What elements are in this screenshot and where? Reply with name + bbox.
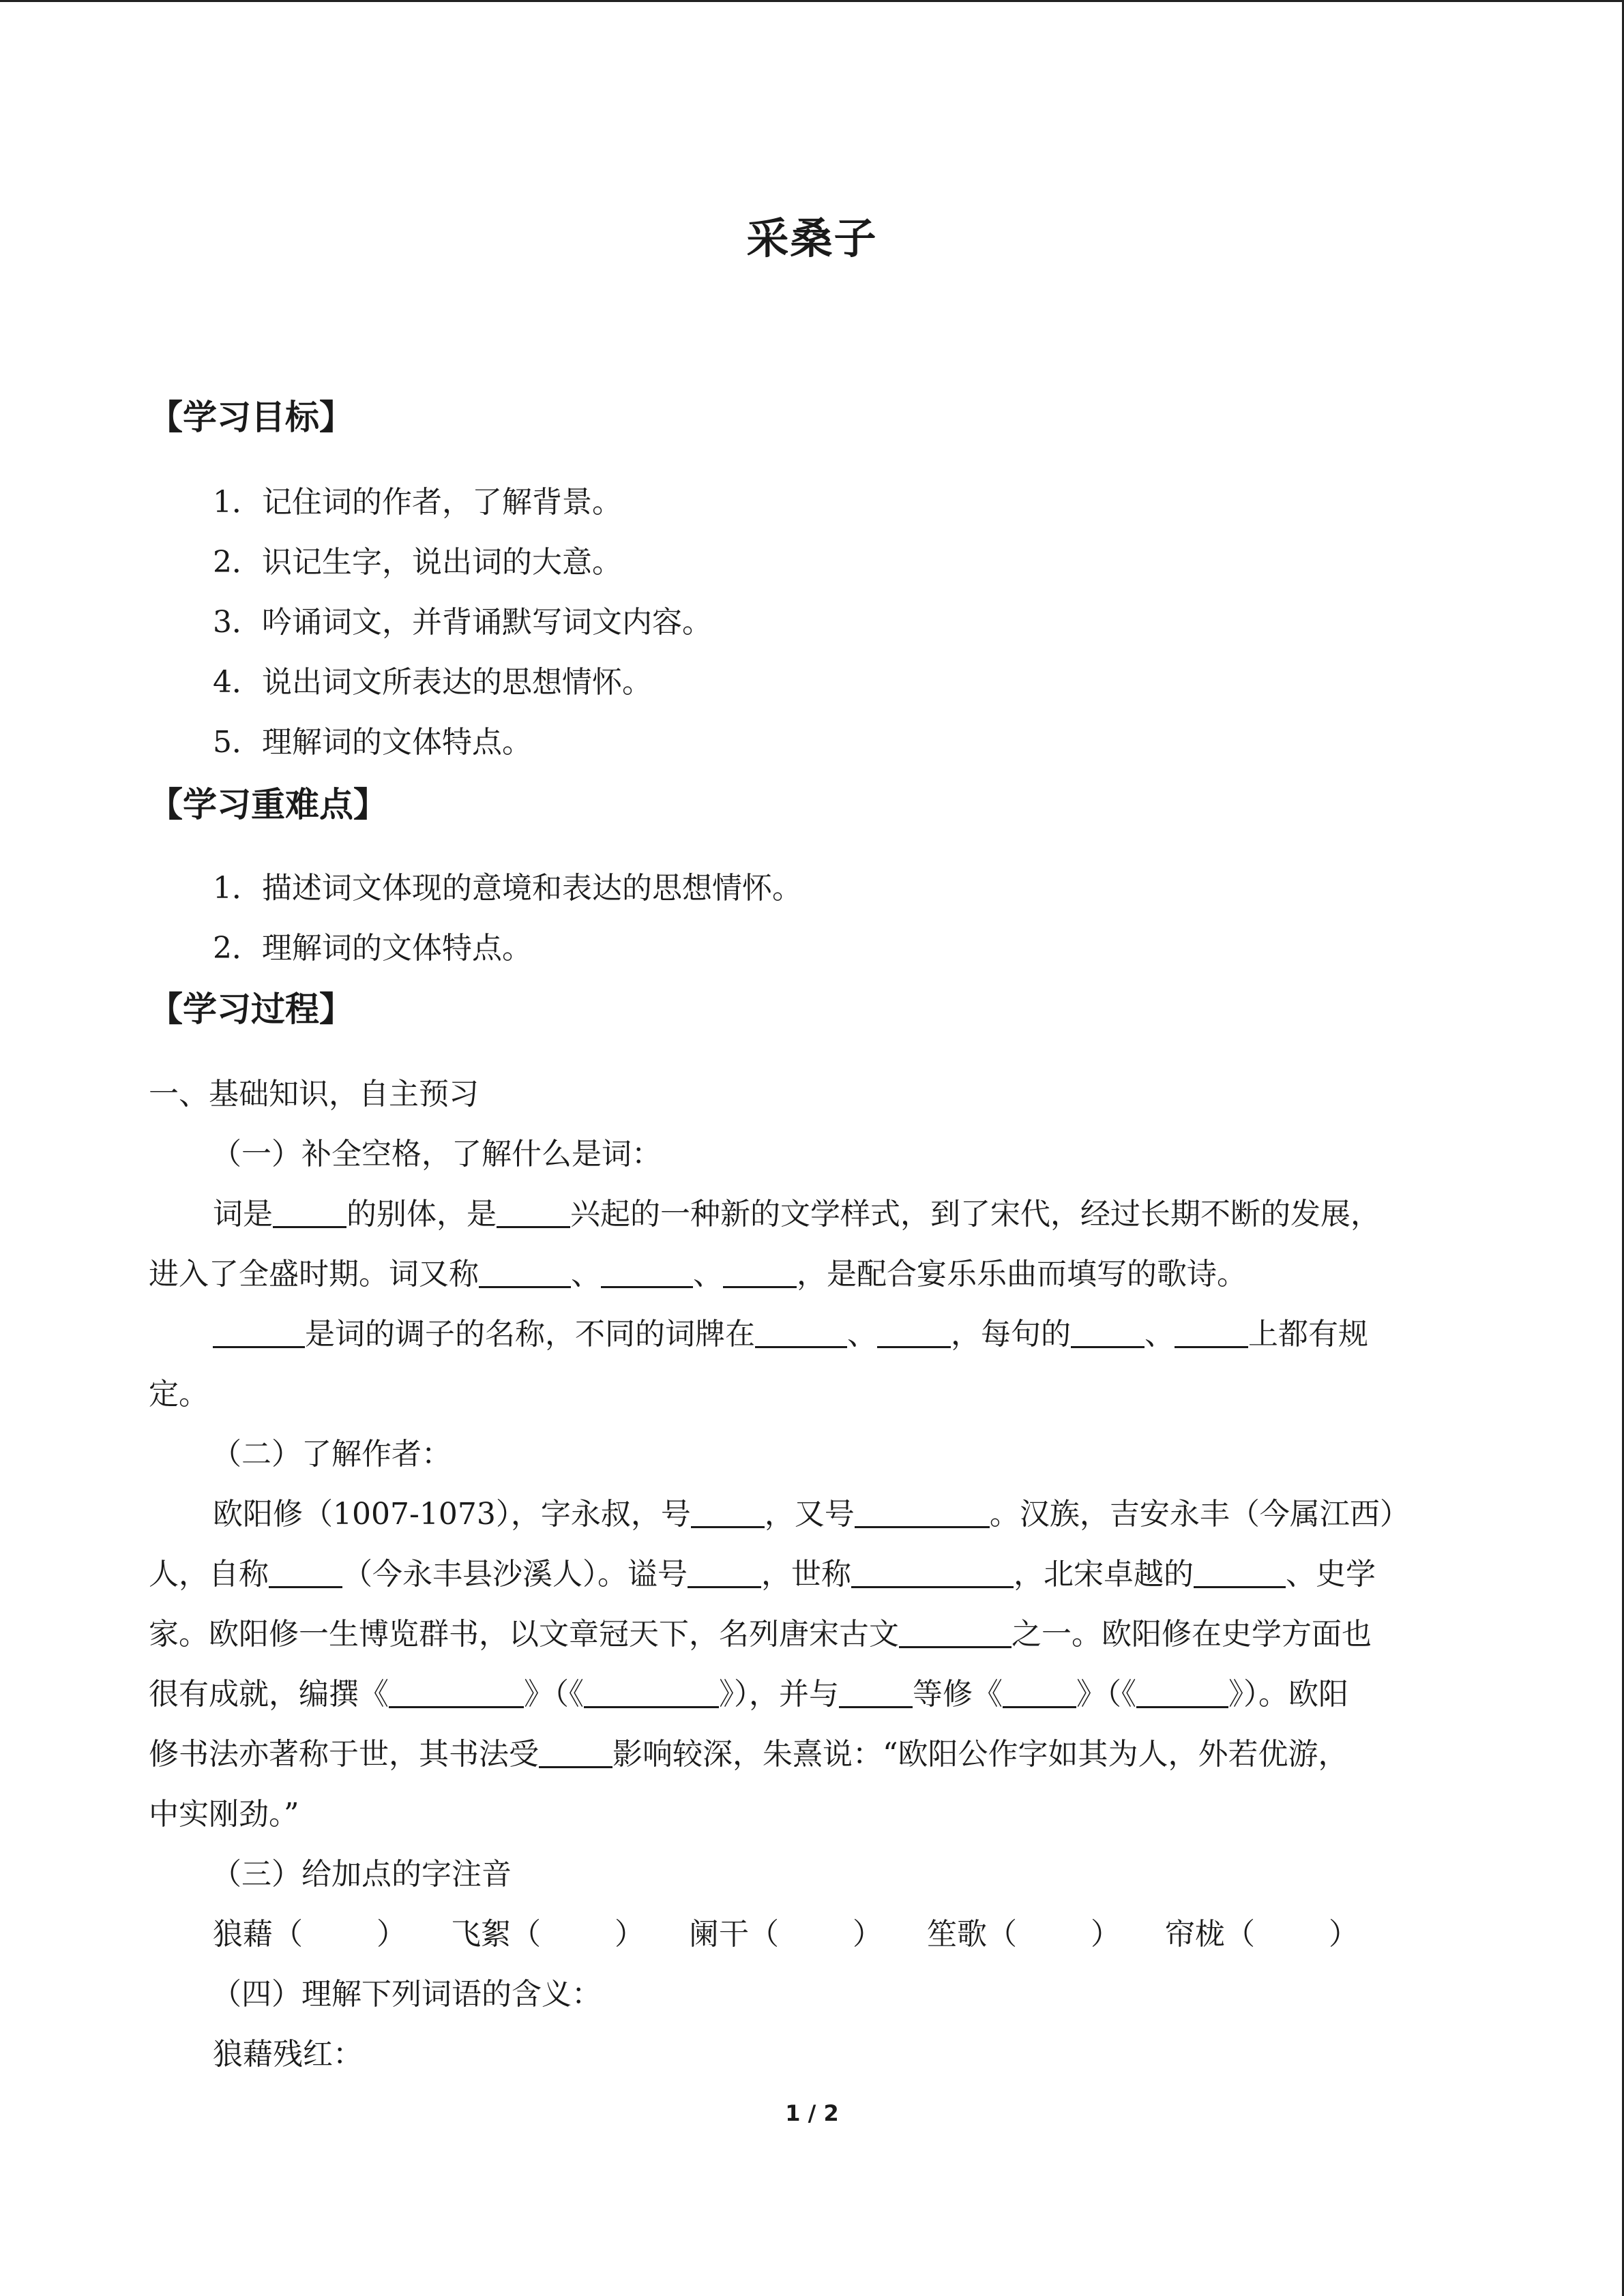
answer-blank[interactable] [839,1678,913,1708]
answer-blank[interactable] [899,1617,1012,1648]
page-number: 1 / 2 [785,2100,839,2126]
subsection-word-meaning: （四）理解下列词语的含义： [211,1977,602,2012]
section-basic-knowledge: 一、基础知识，自主预习 [149,1077,479,1112]
paragraph-cipai-line2: 定。 [149,1377,209,1412]
paragraph-ci-definition-line1: 词是 的别体，是 兴起的一种新的文学样式，到了宋代，经过长期不断的发展， [213,1197,1381,1232]
key-point-item: 1．描述词文体现的意境和表达的思想情怀。 [213,871,802,906]
pinyin-item: 帘栊（ ） [1165,1917,1359,1952]
answer-blank[interactable] [691,1497,765,1528]
answer-blank[interactable] [1194,1557,1286,1588]
paragraph-author-line3: 家。欧阳修一生博览群书，以文章冠天下，名列唐宋古文 之一。欧阳修在史学方面也 [149,1617,1372,1652]
goal-item: 4．说出词文所表达的思想情怀。 [213,665,652,700]
heading-key-points: 【学习重难点】 [149,785,387,824]
goal-item: 2．识记生字，说出词的大意。 [213,545,622,580]
goal-item: 5．理解词的文体特点。 [213,725,532,760]
pinyin-item: 飞絮（ ） [451,1917,645,1952]
paragraph-author-line4: 很有成就，编撰《 》（《 》），并与 等修《 》（《 》）。欧阳 [149,1677,1348,1712]
answer-blank[interactable] [1136,1678,1228,1708]
answer-blank[interactable] [851,1557,1014,1588]
paragraph-author-line1: 欧阳修（1007-1073），字永叔，号 ，又号 。汉族，吉安永丰（今属江西） [213,1497,1410,1532]
subsection-pinyin: （三）给加点的字注音 [211,1857,512,1892]
paragraph-ci-definition-line2: 进入了全盛时期。词又称 、 、 ，是配合宴乐乐曲而填写的歌诗。 [149,1257,1247,1292]
answer-blank[interactable] [479,1257,571,1288]
answer-blank[interactable] [213,1317,305,1348]
pinyin-item: 狼藉（ ） [213,1917,407,1952]
goal-item: 1．记住词的作者，了解背景。 [213,485,622,520]
paragraph-author-line6: 中实刚劲。” [149,1797,299,1832]
answer-blank[interactable] [877,1317,951,1348]
answer-blank[interactable] [1071,1317,1145,1348]
heading-goals: 【学习目标】 [149,398,353,437]
paragraph-author-line2: 人，自称 （今永丰县沙溪人）。谥号 ，世称 ，北宋卓越的 、史学 [149,1557,1376,1592]
paragraph-cipai-line1: 是词的调子的名称，不同的词牌在 、 ，每句的 、 上都有规 [213,1309,1479,1353]
answer-blank[interactable] [497,1197,570,1228]
paragraph-author-line5: 修书法亦著称于世，其书法受 影响较深，朱熹说：“欧阳公作字如其为人，外若优游， [149,1737,1348,1772]
answer-blank[interactable] [584,1678,719,1708]
answer-blank[interactable] [755,1317,847,1348]
answer-blank[interactable] [1175,1317,1248,1348]
answer-blank[interactable] [688,1557,761,1588]
answer-blank[interactable] [273,1197,346,1228]
answer-blank[interactable] [601,1257,693,1288]
answer-blank[interactable] [539,1738,612,1768]
term-item: 狼藉残红： [213,2037,363,2072]
pinyin-item: 阑干（ ） [689,1917,883,1952]
answer-blank[interactable] [389,1678,524,1708]
answer-blank[interactable] [1003,1678,1076,1708]
page-border-top [0,0,1624,2]
subsection-fill-blanks: （一）补全空格，了解什么是词： [211,1137,662,1172]
answer-blank[interactable] [269,1557,342,1588]
heading-process: 【学习过程】 [149,989,353,1029]
answer-blank[interactable] [723,1257,797,1288]
page-title: 采桑子 [746,213,878,263]
answer-blank[interactable] [855,1497,990,1528]
subsection-author: （二）了解作者： [211,1437,452,1472]
key-point-item: 2．理解词的文体特点。 [213,931,532,966]
pinyin-item: 笙歌（ ） [927,1917,1121,1952]
pinyin-row [213,1909,1479,1953]
goal-item: 3．吟诵词文，并背诵默写词文内容。 [213,605,712,640]
